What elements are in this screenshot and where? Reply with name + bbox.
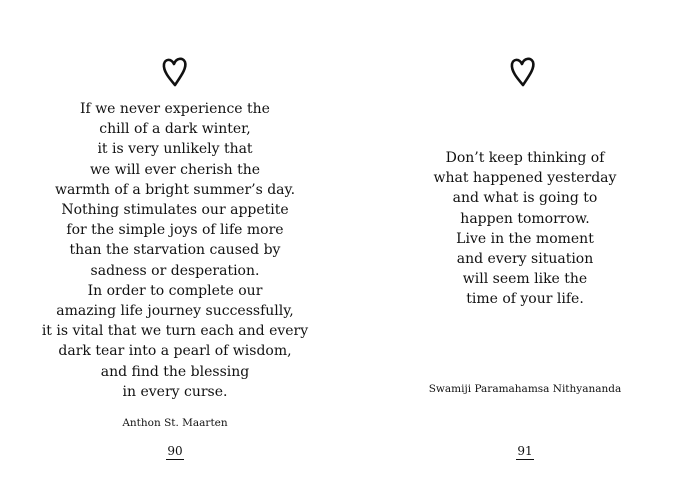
quote-line: and every situation bbox=[456, 251, 594, 268]
quote-line: dark tear into a pearl of wisdom, bbox=[58, 343, 292, 360]
quote-line: what happened yesterday bbox=[433, 170, 617, 187]
heart-icon bbox=[161, 56, 189, 88]
page-number-label: 91 bbox=[517, 444, 533, 458]
quote-line: in every curse. bbox=[122, 383, 228, 400]
page-number bbox=[350, 444, 700, 460]
quote-line: for the simple joys of life more bbox=[66, 222, 284, 239]
quote-author: Swamiji Paramahamsa Nithyananda bbox=[428, 383, 622, 395]
quote-line: and what is going to bbox=[452, 190, 598, 207]
quote-text bbox=[350, 148, 700, 310]
quote-line: If we never experience the bbox=[80, 101, 270, 117]
quote-line: chill of a dark winter, bbox=[99, 121, 251, 138]
quote-author: Anthon St. Maarten bbox=[122, 417, 228, 429]
quote-line: we will ever cherish the bbox=[89, 161, 261, 178]
quote-line: sadness or desperation. bbox=[90, 262, 260, 279]
quote-line: happen tomorrow. bbox=[460, 210, 590, 227]
quote-line: Don’t keep thinking of bbox=[445, 150, 605, 166]
quote-line: will seem like the bbox=[462, 271, 588, 288]
quote-line: In order to complete our bbox=[87, 282, 263, 299]
quote-line: than the starvation caused by bbox=[69, 242, 281, 259]
page-number-label: 90 bbox=[167, 444, 183, 458]
quote-line: time of your life. bbox=[466, 291, 584, 308]
quote-line: it is vital that we turn each and every bbox=[41, 323, 309, 340]
quote-line: Live in the moment bbox=[456, 230, 594, 247]
quote-line: amazing life journey successfully, bbox=[56, 303, 294, 320]
quote-line: and find the blessing bbox=[100, 363, 250, 380]
quote-text bbox=[0, 99, 350, 402]
quote-line: it is very unlikely that bbox=[97, 141, 253, 158]
quote-line: warmth of a bright summer’s day. bbox=[54, 181, 296, 198]
heart-icon bbox=[509, 56, 537, 88]
quote-line: Nothing stimulates our appetite bbox=[61, 202, 289, 219]
page-number bbox=[0, 444, 350, 460]
right-page bbox=[350, 0, 700, 494]
